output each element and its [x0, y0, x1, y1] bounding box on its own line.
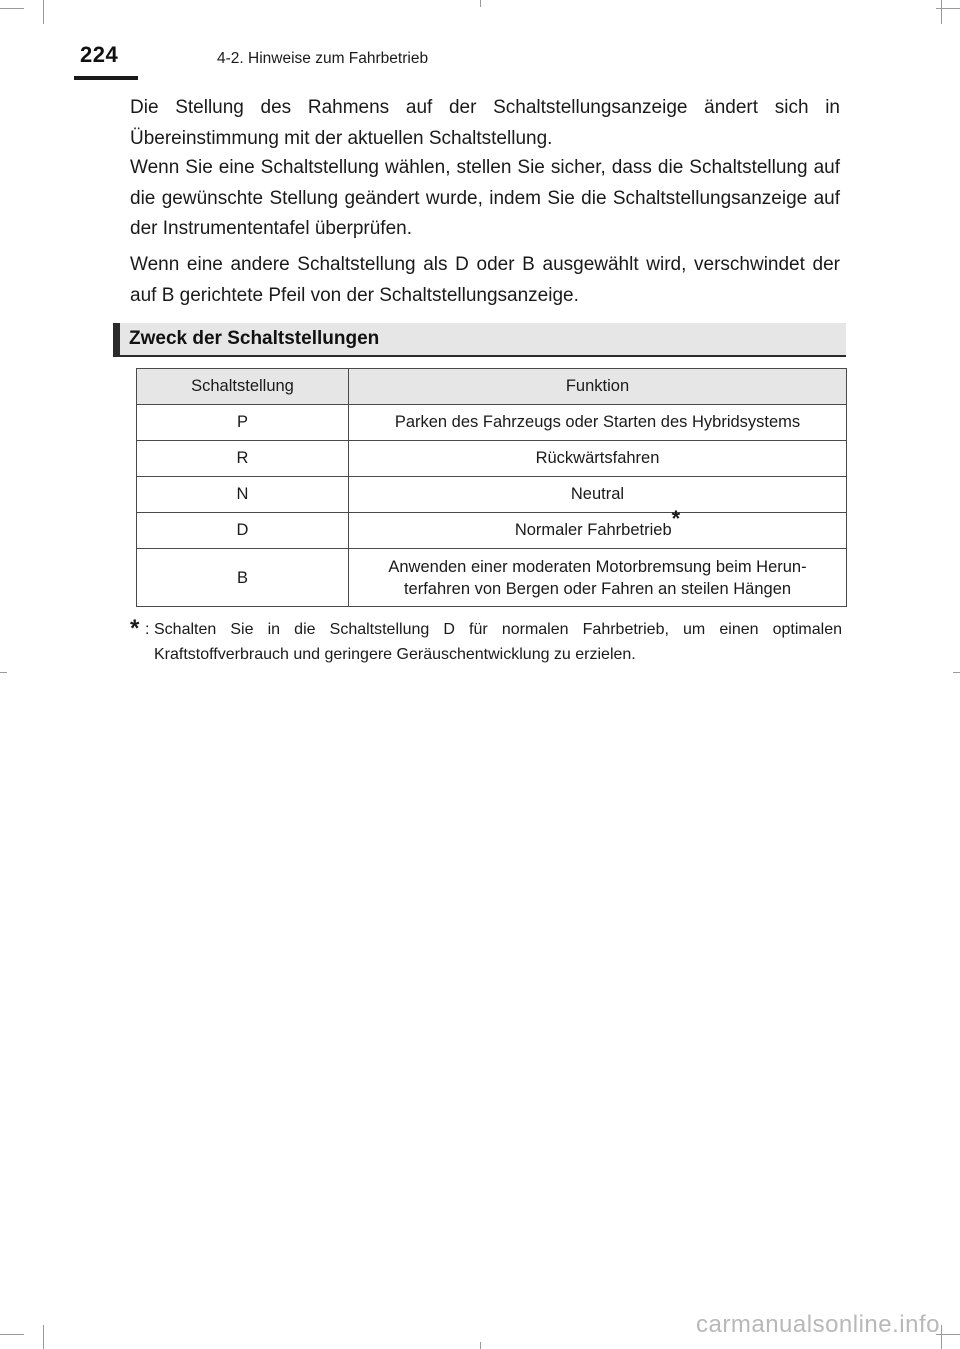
section-heading	[113, 323, 846, 357]
footnote-reference: *	[671, 505, 681, 531]
cell-function-line: Anwenden einer moderaten Motorbremsung beim Herun-	[388, 557, 807, 576]
crop-mark	[43, 0, 44, 24]
crop-mark	[0, 1334, 24, 1335]
page-header	[74, 42, 774, 82]
footnote-text: Schalten Sie in die Schaltstellung D für normalen Fahrbetrieb, um einen optimalen Kraftstoffverbrauch und geringere Geräuschentwicklung zu erzielen.	[154, 621, 842, 663]
cell-position: R	[137, 441, 349, 477]
crop-mark	[43, 1325, 44, 1349]
cell-function-text: Normaler Fahrbetrieb	[514, 521, 672, 539]
section-heading-bar	[113, 323, 120, 357]
registration-mark	[480, 1342, 481, 1349]
table-row	[137, 549, 847, 607]
cell-position: P	[137, 405, 349, 441]
cell-function: Neutral	[349, 477, 847, 513]
paragraph-check-position: Wenn Sie eine Schaltstellung wählen, stellen Sie sicher, dass die Schaltstellung auf die gewünschte Stellung geändert wurde, indem Sie die Schaltstellungsanzeige auf der Instrumententafel überprüfen.	[130, 157, 840, 239]
cell-position: B	[137, 549, 349, 607]
watermark: carmanualsonline.info	[696, 1311, 940, 1338]
registration-mark	[0, 672, 7, 673]
column-header-function: Funktion	[349, 369, 847, 405]
section-title: Zweck der Schaltstellungen	[129, 328, 380, 349]
footnote-marker: *	[130, 615, 140, 642]
chapter-title: 4-2. Hinweise zum Fahrbetrieb	[217, 50, 429, 67]
footnote	[130, 617, 842, 667]
cell-position: N	[137, 477, 349, 513]
crop-mark	[936, 8, 960, 9]
paragraph-arrow-disappears: Wenn eine andere Schaltstellung als D oder B ausgewählt wird, verschwindet der auf B gerichtete Pfeil von der Schaltstellungsanzeige.	[130, 254, 840, 306]
table-row	[137, 441, 847, 477]
cell-function	[349, 549, 847, 607]
crop-mark	[0, 8, 24, 9]
header-rule	[74, 76, 138, 80]
footnote-separator: :	[145, 621, 150, 638]
cell-function: Rückwärtsfahren	[349, 441, 847, 477]
table-row	[137, 405, 847, 441]
table-header-row	[137, 369, 847, 405]
page-number: 224	[80, 42, 119, 67]
registration-mark	[953, 672, 960, 673]
crop-mark	[941, 0, 942, 24]
cell-position: D	[137, 513, 349, 549]
cell-function	[349, 505, 847, 549]
cell-function: Parken des Fahrzeugs oder Starten des Hybridsystems	[349, 405, 847, 441]
table-row	[137, 477, 847, 513]
paragraph-frame-position: Die Stellung des Rahmens auf der Schaltstellungsanzeige ändert sich in Übereinstimmung mit der aktuellen Schaltstellung.	[130, 97, 840, 149]
cell-function-line: terfahren von Bergen oder Fahren an steilen Hängen	[403, 579, 792, 598]
registration-mark	[480, 0, 481, 7]
table-row	[137, 513, 847, 549]
shift-positions-table	[136, 368, 847, 607]
column-header-position: Schaltstellung	[137, 369, 349, 405]
crop-mark	[941, 1325, 942, 1349]
